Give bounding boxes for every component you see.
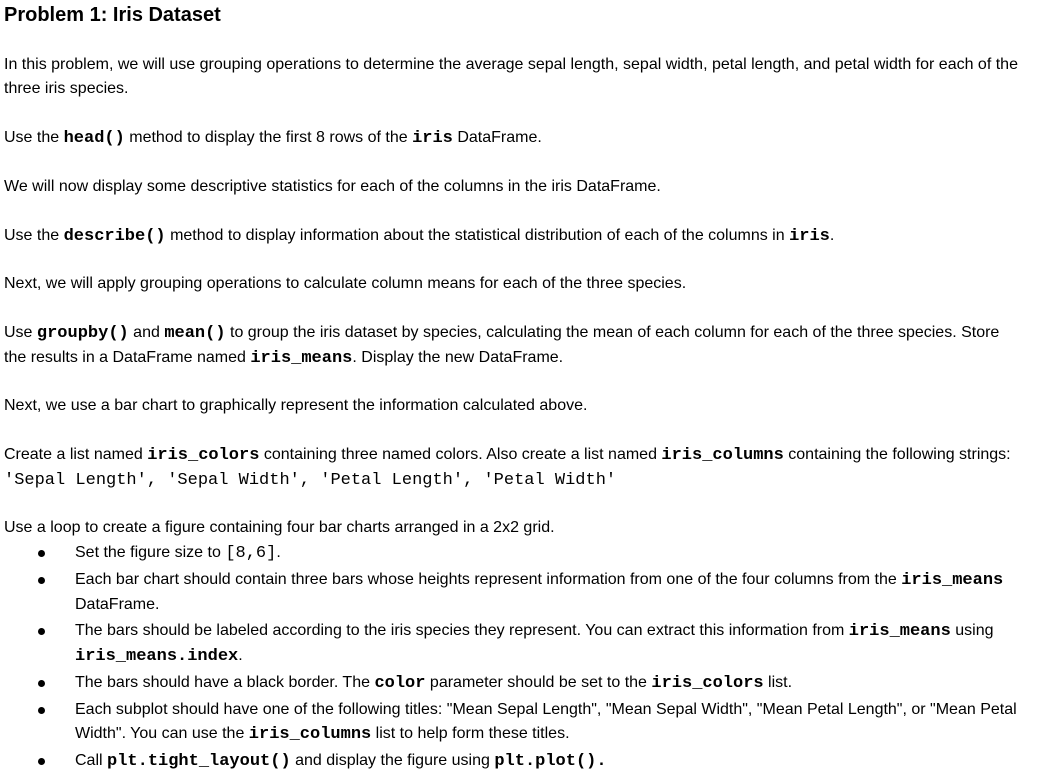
text: and display the figure using <box>290 752 495 769</box>
list-item <box>4 619 1024 669</box>
list-item <box>4 671 1024 696</box>
text: method to display the first 8 rows of the <box>124 129 413 146</box>
loop-instruction: Use a loop to create a figure containing four bar charts arranged in a 2x2 grid. <box>4 519 555 536</box>
code-head: head() <box>63 129 125 148</box>
code-iris-columns: iris_columns <box>661 446 784 465</box>
head-instruction <box>4 126 1024 151</box>
text: Call <box>75 752 108 769</box>
text: DataFrame. <box>452 129 542 146</box>
code-groupby: groupby() <box>36 324 129 343</box>
requirements-list <box>4 541 1024 774</box>
code-iris-means: iris_means <box>250 349 353 368</box>
code-iris: iris <box>412 129 453 148</box>
text: list to help form these titles. <box>371 725 570 742</box>
grouping-paragraph: Next, we will apply grouping operations to calculate column means for each of the three species. <box>4 275 687 292</box>
code-plt-plot: plt.plot(). <box>494 752 607 771</box>
code-iris: iris <box>789 227 830 246</box>
text: containing three named colors. Also create a list named <box>259 446 662 463</box>
text: containing the following strings: <box>783 446 1011 463</box>
text: method to display information about the statistical distribution of each of the columns in <box>165 227 790 244</box>
code-mean: mean() <box>164 324 226 343</box>
intro-paragraph: In this problem, we will use grouping operations to determine the average sepal length, sepal width, petal length, and petal width for each of the three iris species. <box>4 56 1018 97</box>
text: DataFrame. <box>75 596 160 613</box>
lists-instruction <box>4 443 1024 493</box>
groupby-instruction <box>4 321 1024 371</box>
text: parameter should be set to the <box>425 674 652 691</box>
bullet-icon <box>38 628 45 635</box>
code-iris-means: iris_means <box>848 622 951 641</box>
bullet-icon <box>38 577 45 584</box>
bullet-icon <box>38 707 45 714</box>
bar-chart-paragraph: Next, we use a bar chart to graphically represent the information calculated above. <box>4 397 588 414</box>
code-describe: describe() <box>63 227 166 246</box>
code-figsize: [8,6] <box>225 544 277 563</box>
text: Each bar chart should contain three bars whose heights represent information from one of the four columns from the <box>75 571 902 588</box>
code-iris-colors: iris_colors <box>651 674 764 693</box>
text: The bars should have a black border. The <box>75 674 375 691</box>
text: The bars should be labeled according to the iris species they represent. You can extract this information from <box>75 622 849 639</box>
list-item <box>4 541 1024 566</box>
code-iris-colors: iris_colors <box>147 446 260 465</box>
code-iris-means: iris_means <box>901 571 1004 590</box>
code-iris-columns: iris_columns <box>248 725 372 744</box>
text: . <box>238 647 243 664</box>
list-item <box>4 749 1024 774</box>
code-tight-layout: plt.tight_layout() <box>107 752 291 771</box>
text: list. <box>763 674 793 691</box>
describe-instruction <box>4 224 1024 249</box>
page-title: Problem 1: Iris Dataset <box>4 4 221 26</box>
text: Use <box>4 324 37 341</box>
text: Use the <box>4 227 64 244</box>
text: to group the iris dataset by species, calculating the mean of each column for each of the three species. Store the results in a DataFrame named <box>4 324 1000 366</box>
text: . <box>276 544 281 561</box>
text: . <box>829 227 835 244</box>
text: Set the figure size to <box>75 544 226 561</box>
code-column-strings: 'Sepal Length', 'Sepal Width', 'Petal Length', 'Petal Width' <box>4 471 617 490</box>
text: . Display the new DataFrame. <box>352 349 564 366</box>
list-item <box>4 568 1024 617</box>
bullet-icon <box>38 758 45 765</box>
bullet-icon <box>38 550 45 557</box>
bullet-icon <box>38 680 45 687</box>
list-item <box>4 698 1024 747</box>
text: Use the <box>4 129 64 146</box>
code-iris-means-index: iris_means.index <box>75 647 239 666</box>
text: Create a list named <box>4 446 148 463</box>
text: using <box>950 622 994 639</box>
statistics-paragraph: We will now display some descriptive statistics for each of the columns in the iris DataFrame. <box>4 178 661 195</box>
code-color: color <box>374 674 426 693</box>
text: and <box>128 324 165 341</box>
text: Each subplot should have one of the following titles: "Mean Sepal Length", "Mean Sepal Width", "Mean Petal Length", or "Mean Petal Width". You can use the <box>75 701 1017 742</box>
